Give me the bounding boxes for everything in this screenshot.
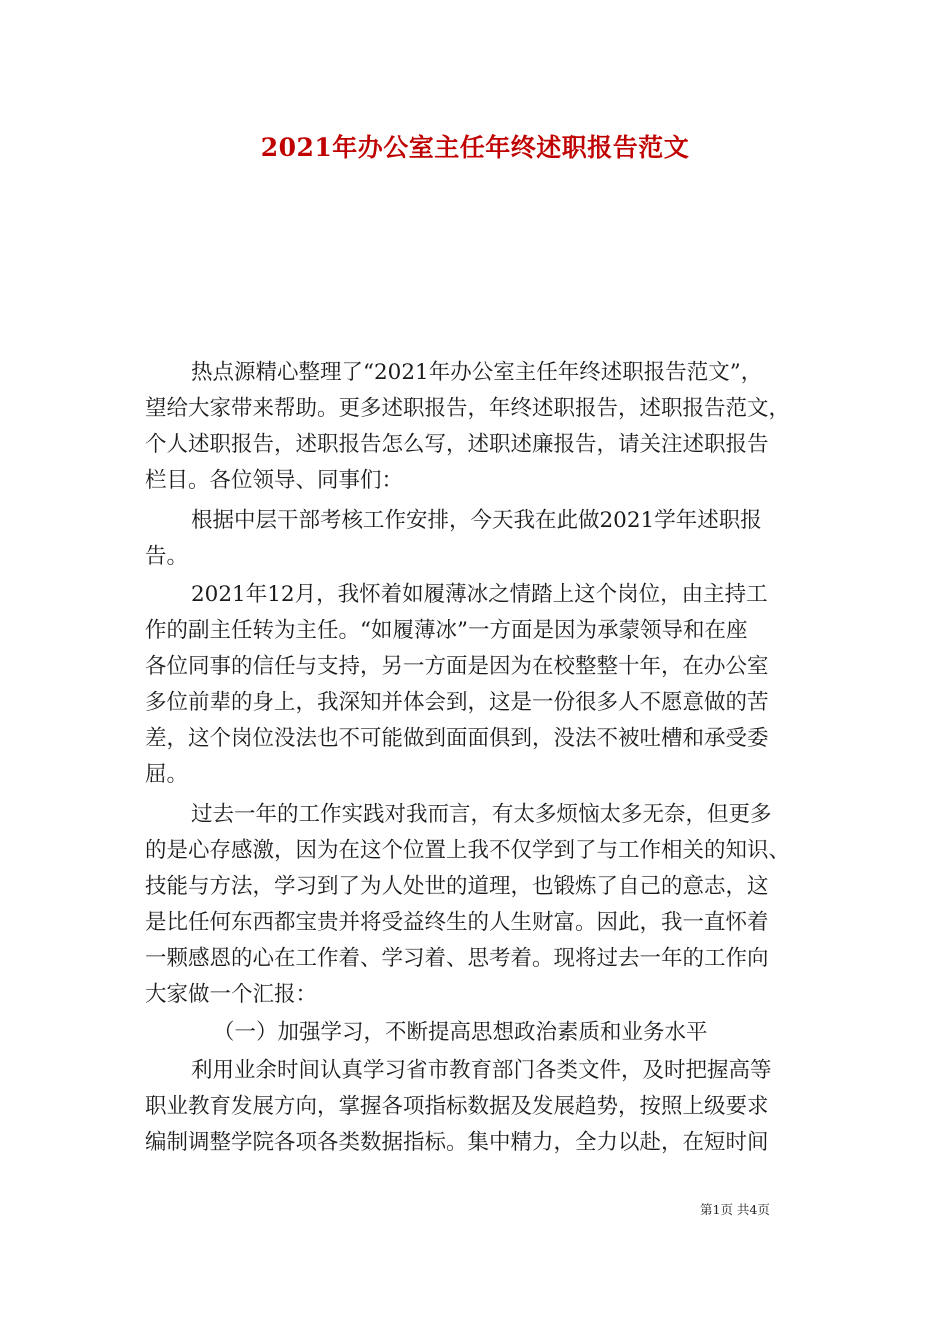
text-line: 多位前辈的身上，我深知并体会到，这是一份很多人不愿意做的苦 <box>145 690 769 715</box>
text-line: 栏目。各位领导、同事们： <box>145 468 404 493</box>
text-line: 屈。 <box>145 762 189 787</box>
text-line: 的是心存感激，因为在这个位置上我不仅学到了与工作相关的知识、 <box>145 838 791 863</box>
text-line: 2021年12月，我怀着如履薄冰之情踏上这个岗位，由主持工 <box>191 582 768 607</box>
text-line: 技能与方法，学习到了为人处世的道理，也锻炼了自己的意志，这 <box>145 874 769 899</box>
text-line: 是比任何东西都宝贵并将受益终生的人生财富。因此，我一直怀着 <box>145 910 769 935</box>
text-line: 编制调整学院各项各类数据指标。集中精力，全力以赴，在短时间 <box>145 1130 769 1155</box>
text-line: 个人述职报告，述职报告怎么写，述职述廉报告，请关注述职报告 <box>145 432 769 457</box>
text-line: 根据中层干部考核工作安排，今天我在此做2021学年述职报 <box>191 508 762 533</box>
text-line: 差，这个岗位没法也不可能做到面面俱到，没法不被吐槽和承受委 <box>145 726 769 751</box>
text-line: 告。 <box>145 544 189 569</box>
section-heading: （一）加强学习，不断提高思想政治素质和业务水平 <box>213 1020 708 1045</box>
text-line: 一颗感恩的心在工作着、学习着、思考着。现将过去一年的工作向 <box>145 946 769 971</box>
text-line: 热点源精心整理了“2021年办公室主任年终述职报告范文”， <box>191 360 763 385</box>
text-line: 各位同事的信任与支持，另一方面是因为在校整整十年，在办公室 <box>145 654 769 679</box>
text-line: 作的副主任转为主任。“如履薄冰”一方面是因为承蒙领导和在座 <box>145 618 748 643</box>
page-number: 第1页 共4页 <box>700 1202 770 1217</box>
document-title: 2021年办公室主任年终述职报告范文 <box>260 133 690 162</box>
text-line: 利用业余时间认真学习省市教育部门各类文件，及时把握高等 <box>191 1058 772 1083</box>
text-line: 望给大家带来帮助。更多述职报告，年终述职报告，述职报告范文， <box>145 396 791 421</box>
text-line: 过去一年的工作实践对我而言，有太多烦恼太多无奈，但更多 <box>191 802 772 827</box>
text-line: 职业教育发展方向，掌握各项指标数据及发展趋势，按照上级要求 <box>145 1094 769 1119</box>
text-line: 大家做一个汇报： <box>145 982 318 1007</box>
